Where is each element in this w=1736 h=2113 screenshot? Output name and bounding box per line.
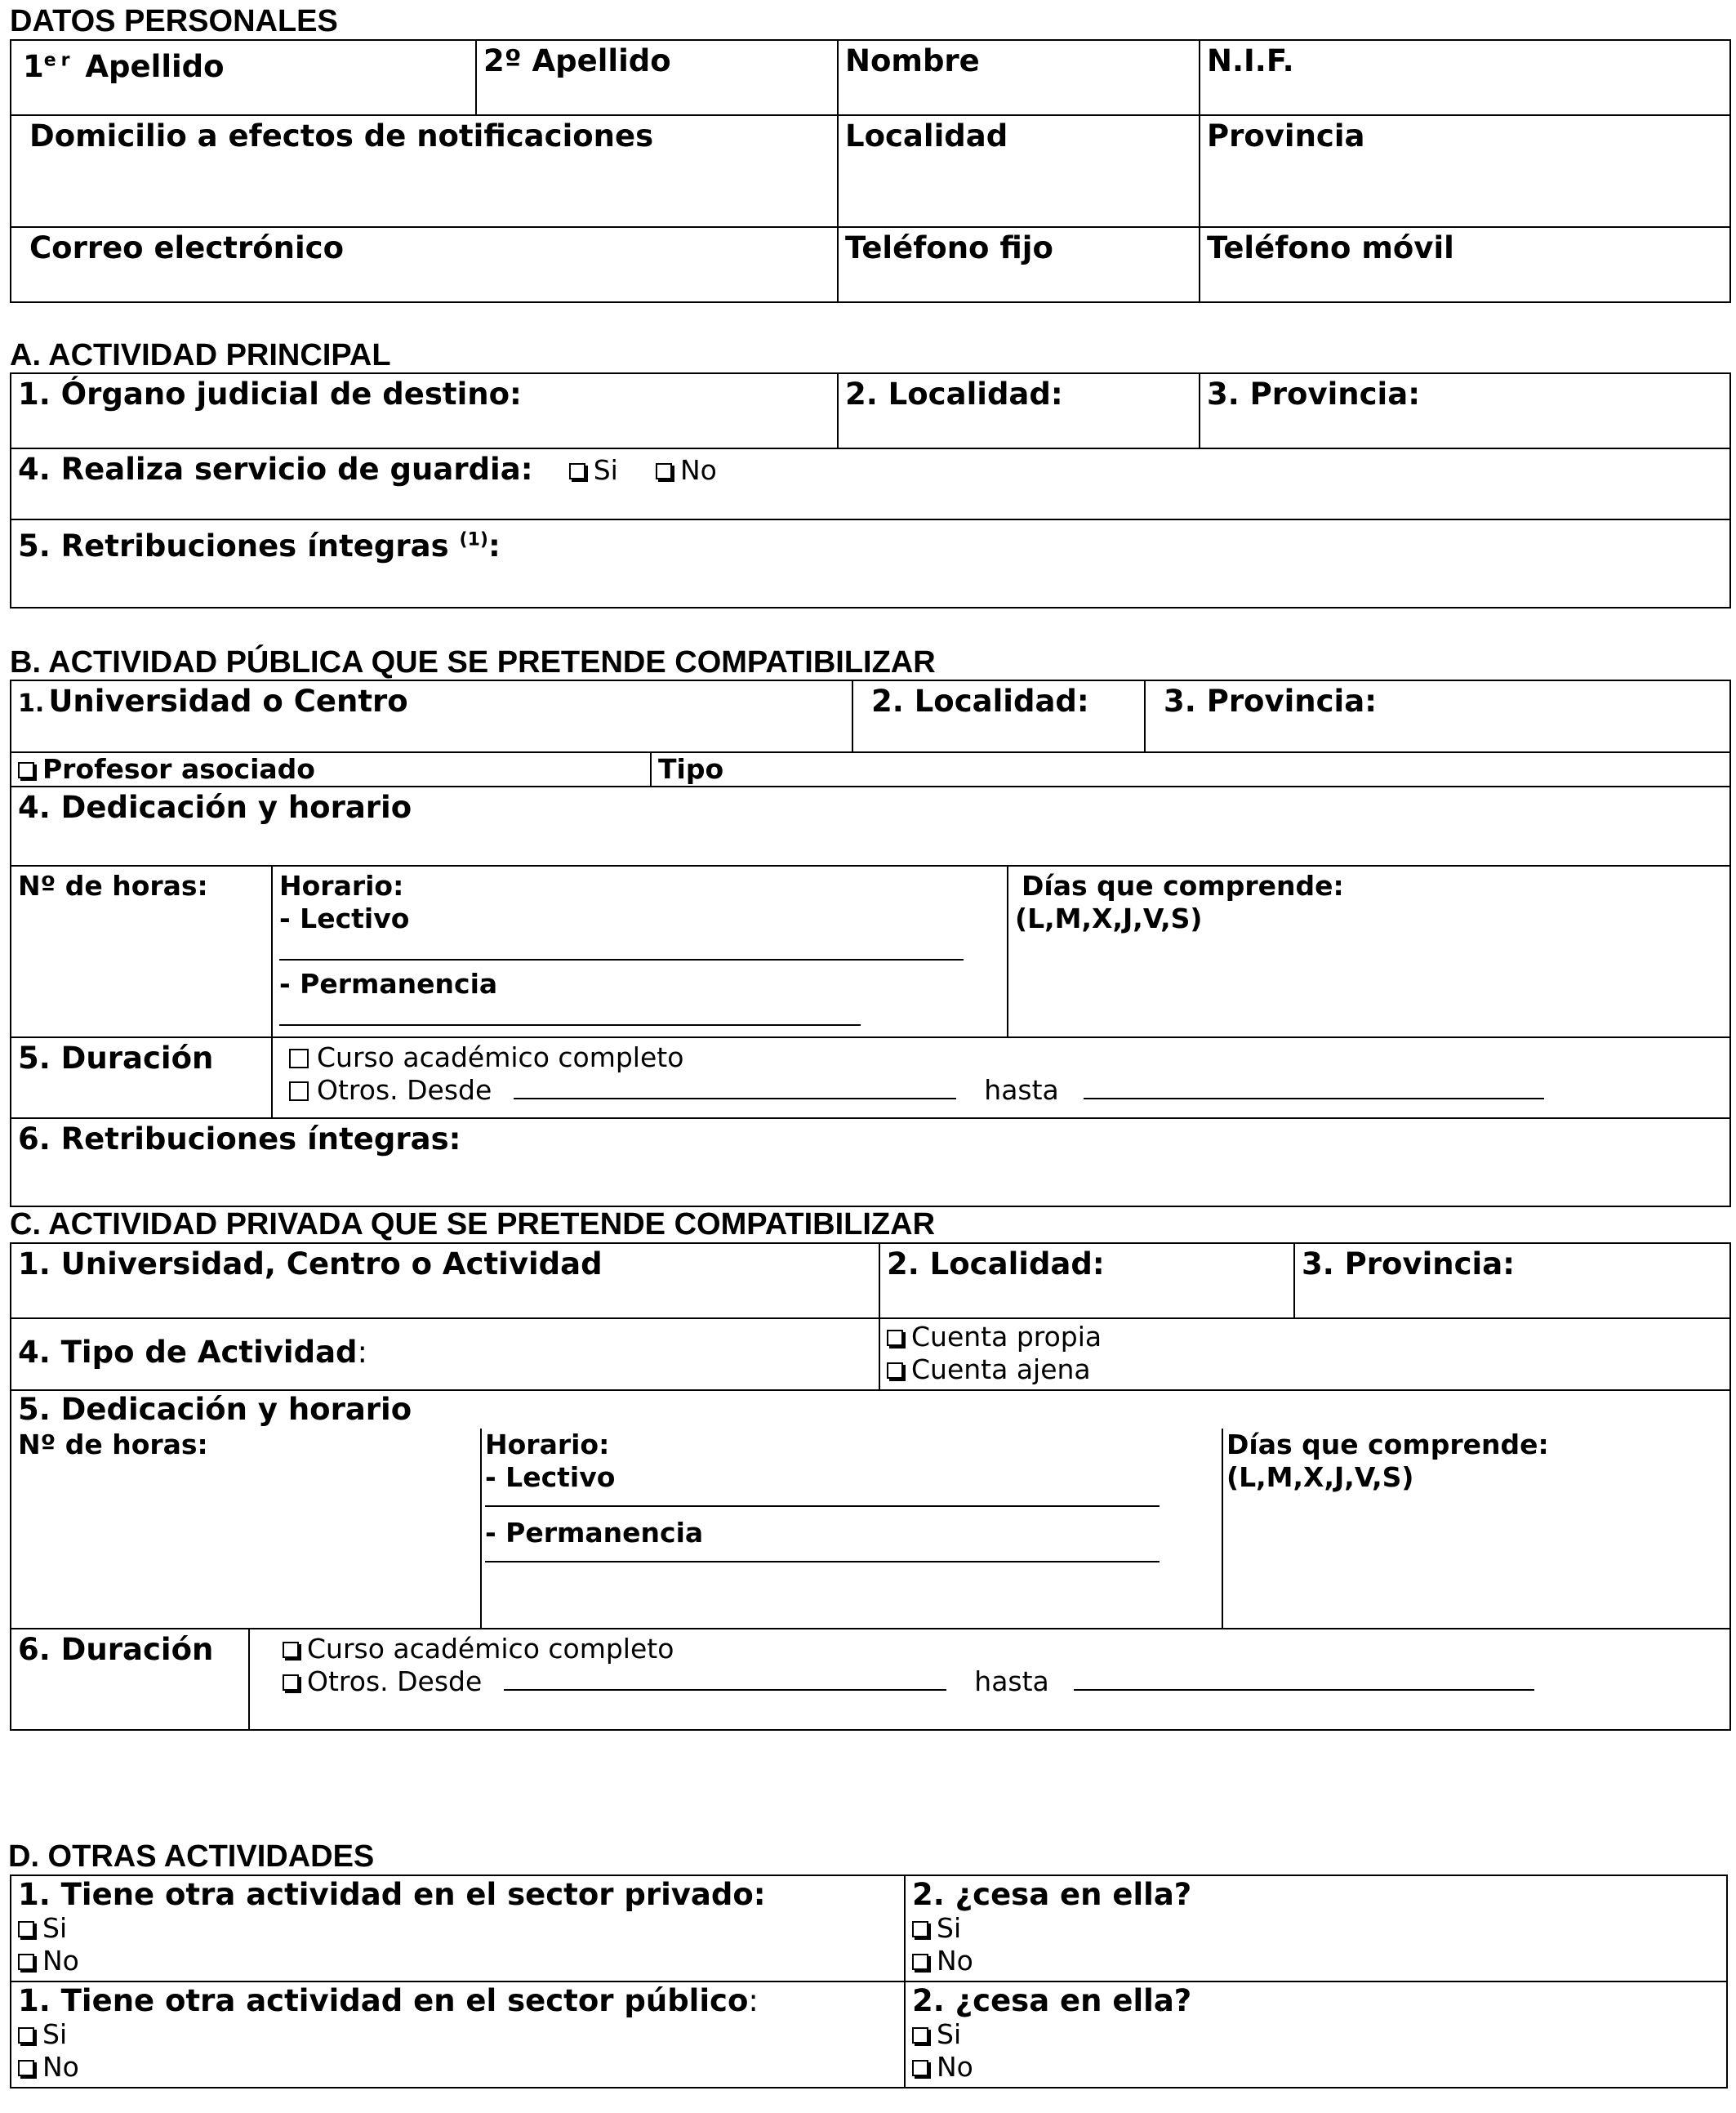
desde-line[interactable] — [514, 1077, 956, 1099]
duracion-options — [272, 1037, 1730, 1118]
curso-completo-option[interactable]: Curso académico completo — [283, 1633, 1723, 1665]
cesa-publico-field: 2. ¿cesa en ella? Si No — [905, 1981, 1727, 2088]
duracion-label: 6. Duración — [11, 1629, 249, 1730]
sector-publico-field: 1. Tiene otra actividad en el sector público: Si No — [11, 1981, 905, 2088]
checkbox-icon[interactable] — [283, 1674, 299, 1691]
publico-si-option[interactable]: Si — [18, 2018, 897, 2051]
apellido2-field[interactable]: 2º Apellido — [476, 40, 838, 115]
checkbox-icon[interactable] — [18, 1954, 34, 1970]
section-title-actividad-principal: A. ACTIVIDAD PRINCIPAL — [10, 338, 391, 372]
horario-field: Horario: - Lectivo - Permanencia — [272, 866, 1008, 1037]
sector-privado-field: 1. Tiene otra actividad en el sector privado: Si No — [11, 1875, 905, 1981]
hasta-line[interactable] — [1074, 1668, 1534, 1691]
checkbox-icon[interactable] — [887, 1362, 903, 1379]
tipo-actividad-options — [879, 1318, 1730, 1390]
nif-field[interactable]: N.I.F. — [1200, 40, 1730, 115]
duracion-options — [249, 1629, 1730, 1730]
checkbox-icon[interactable] — [656, 463, 672, 479]
lectivo-line[interactable] — [279, 938, 964, 961]
checkbox-icon[interactable] — [887, 1330, 903, 1346]
dedicacion-block: 5. Dedicación y horario Nº de horas: Horario: - Lectivo - Permanencia Días que comprende: (L,M,X,J,V,S) — [11, 1390, 1730, 1629]
permanencia-line[interactable] — [485, 1549, 1160, 1562]
privado-si-option[interactable]: Si — [18, 1912, 897, 1945]
checkbox-icon[interactable] — [18, 2027, 34, 2044]
checkbox-icon[interactable] — [283, 1642, 299, 1658]
guardia-row: 4. Realiza servicio de guardia: Si No — [11, 448, 1730, 519]
profesor-asociado-option[interactable]: Profesor asociado — [11, 752, 651, 787]
guardia-si-option[interactable]: Si — [569, 454, 618, 486]
checkbox-icon[interactable] — [912, 1954, 928, 1970]
actividad-privada-table — [10, 1242, 1731, 1731]
retribuciones-field[interactable]: 6. Retribuciones íntegras: — [11, 1118, 1730, 1206]
section-title-actividad-publica: B. ACTIVIDAD PÚBLICA QUE SE PRETENDE COMPATIBILIZAR — [10, 645, 936, 680]
checkbox-icon[interactable] — [18, 2060, 34, 2076]
section-title-otras-actividades: D. OTRAS ACTIVIDADES — [8, 1839, 375, 1874]
tipo-actividad-label: 4. Tipo de Actividad: — [11, 1318, 879, 1390]
correo-field[interactable]: Correo electrónico — [11, 227, 838, 302]
checkbox-icon[interactable] — [18, 1921, 34, 1937]
guardia-no-option[interactable]: No — [656, 454, 717, 486]
curso-completo-option[interactable]: Curso académico completo — [289, 1041, 1723, 1074]
checkbox-icon[interactable] — [289, 1081, 309, 1101]
checkbox-icon[interactable] — [912, 2027, 928, 2044]
divider — [480, 1429, 482, 1629]
localidad-field[interactable]: Localidad — [838, 115, 1200, 227]
dias-field[interactable]: Días que comprende: (L,M,X,J,V,S) — [1226, 1429, 1549, 1493]
dedicacion-header: 4. Dedicación y horario — [11, 787, 1730, 866]
provincia-field[interactable]: Provincia — [1200, 115, 1730, 227]
cuenta-propia-option[interactable]: Cuenta propia — [887, 1321, 1723, 1353]
cesa-privado-field: 2. ¿cesa en ella? Si No — [905, 1875, 1727, 1981]
cesa-publico-si-option[interactable]: Si — [912, 2018, 1720, 2051]
universidad-field[interactable]: 1. Universidad, Centro o Actividad — [11, 1243, 879, 1318]
provincia-field[interactable]: 3. Provincia: — [1145, 680, 1730, 752]
hasta-line[interactable] — [1084, 1077, 1544, 1099]
domicilio-field[interactable]: Domicilio a efectos de notificaciones — [11, 115, 838, 227]
publico-no-option[interactable]: No — [18, 2051, 897, 2084]
checkbox-icon[interactable] — [569, 463, 585, 479]
retribuciones-field[interactable]: 5. Retribuciones íntegras $^{(1)}$: — [11, 519, 1730, 608]
telefono-fijo-field[interactable]: Teléfono fijo — [838, 227, 1200, 302]
provincia-field[interactable]: 3. Provincia: — [1294, 1243, 1730, 1318]
nombre-field[interactable]: Nombre — [838, 40, 1200, 115]
dias-field[interactable]: Días que comprende: (L,M,X,J,V,S) — [1008, 866, 1730, 1037]
localidad-field[interactable]: 2. Localidad: — [852, 680, 1145, 752]
cuenta-ajena-option[interactable]: Cuenta ajena — [887, 1353, 1723, 1386]
divider — [1222, 1429, 1223, 1629]
duracion-label: 5. Duración — [11, 1037, 272, 1118]
section-title-datos-personales: DATOS PERSONALES — [10, 4, 338, 38]
section-title-actividad-privada: C. ACTIVIDAD PRIVADA QUE SE PRETENDE COMPATIBILIZAR — [10, 1207, 936, 1241]
provincia-field[interactable]: 3. Provincia: — [1200, 373, 1730, 448]
tipo-field[interactable]: Tipo — [651, 752, 1730, 787]
cesa-publico-no-option[interactable]: No — [912, 2051, 1720, 2084]
permanencia-line[interactable] — [279, 1003, 861, 1026]
universidad-field[interactable]: 1. Universidad o Centro — [11, 680, 852, 752]
otras-actividades-table — [10, 1875, 1728, 2088]
checkbox-icon[interactable] — [18, 762, 34, 778]
num-horas-field[interactable]: Nº de horas: — [11, 866, 272, 1037]
telefono-movil-field[interactable]: Teléfono móvil — [1200, 227, 1730, 302]
checkbox-icon[interactable] — [912, 1921, 928, 1937]
desde-line[interactable] — [504, 1668, 946, 1691]
actividad-principal-table — [10, 372, 1731, 608]
actividad-publica-table — [10, 680, 1731, 1207]
horario-field: Horario: - Lectivo - Permanencia — [485, 1429, 1204, 1562]
apellido1-field[interactable]: 1er Apellido — [11, 40, 476, 115]
lectivo-line[interactable] — [485, 1494, 1160, 1507]
checkbox-icon[interactable] — [912, 2060, 928, 2076]
privado-no-option[interactable]: No — [18, 1945, 897, 1977]
checkbox-icon[interactable] — [289, 1049, 309, 1068]
cesa-privado-si-option[interactable]: Si — [912, 1912, 1720, 1945]
localidad-field[interactable]: 2. Localidad: — [879, 1243, 1294, 1318]
organo-field[interactable]: 1. Órgano judicial de destino: — [11, 373, 838, 448]
otros-option[interactable]: Otros. Desde hasta — [283, 1665, 1723, 1698]
num-horas-field[interactable]: Nº de horas: — [18, 1429, 208, 1460]
localidad-field[interactable]: 2. Localidad: — [838, 373, 1200, 448]
otros-option[interactable]: Otros. Desde hasta — [289, 1074, 1723, 1107]
cesa-privado-no-option[interactable]: No — [912, 1945, 1720, 1977]
datos-personales-table — [10, 39, 1731, 303]
